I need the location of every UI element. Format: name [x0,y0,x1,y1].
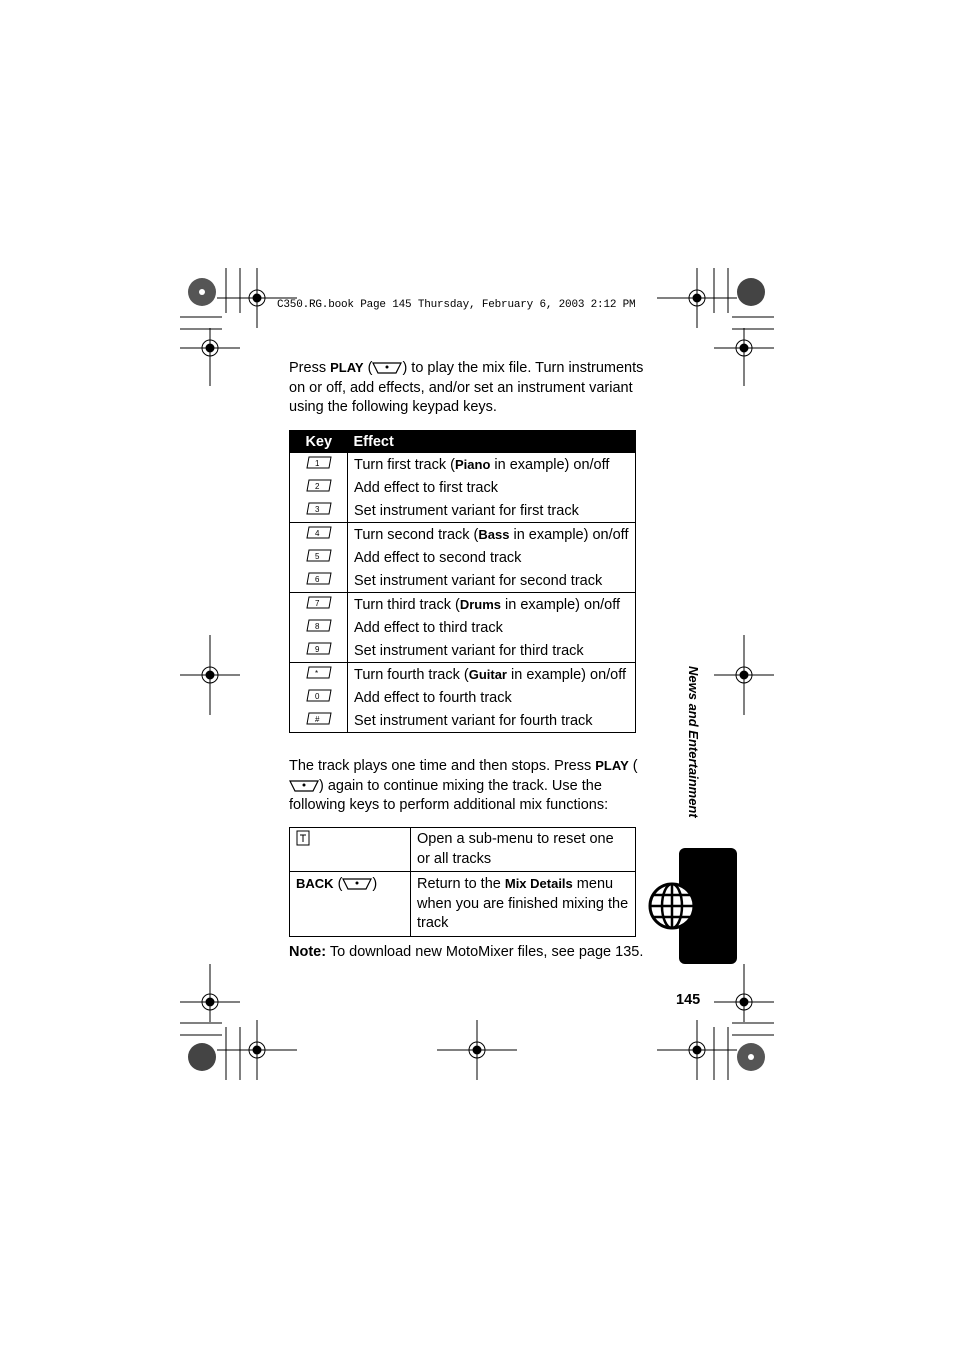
table-row [290,872,636,937]
svg-text:3: 3 [314,505,319,514]
effect-cell: Add effect to fourth track [354,689,512,706]
key-cell [290,546,348,569]
table-row [290,453,636,477]
keypad-key-icon [306,549,332,562]
back-key-cell: BACK ( ) [290,872,411,937]
keypad-key-icon [306,596,332,609]
table-row [290,616,636,639]
effect-cell: Turn first track (Piano in example) on/off [354,456,610,473]
effect-cell: Set instrument variant for second track [354,572,603,589]
key-cell [290,616,348,639]
menu-key-icon [296,830,310,846]
key-cell [290,569,348,593]
effect-cell: Add effect to third track [354,619,503,636]
svg-text:9: 9 [314,645,319,654]
effect-cell: Turn second track (Bass in example) on/off [354,526,629,543]
key-cell [290,686,348,709]
keypad-key-icon [306,502,332,515]
page-number: 145 [676,992,701,1008]
right-softkey-icon [372,361,402,374]
effect-cell: Set instrument variant for first track [354,502,579,519]
table-row [290,523,636,547]
col-header-effect: Effect [348,431,636,453]
keypad-key-icon [306,526,332,539]
keypad-key-icon [306,479,332,492]
keypad-key-icon [306,619,332,632]
col-header-key: Key [290,431,348,453]
svg-text:4: 4 [314,529,319,538]
table-row [290,476,636,499]
svg-text:0: 0 [314,692,319,701]
mix-paragraph: The track plays one time and then stops. Press PLAY () again to continue mixing the track. Use the following keys to perform additional mix functions: [289,758,638,813]
print-header: C350.RG.book Page 145 Thursday, February 6, 2003 2:12 PM [277,299,636,311]
keypad-key-icon [306,666,332,679]
note: Note: To download new MotoMixer files, see page 135. [289,944,644,960]
keypad-key-icon [306,712,332,725]
effect-cell: Add effect to first track [354,479,498,496]
table-row [290,663,636,687]
keypad-key-icon [306,689,332,702]
key-cell [290,709,348,733]
key-cell [290,453,348,477]
effect-cell: Set instrument variant for third track [354,642,584,659]
menu-key-desc: Open a sub-menu to reset one or all tracks [411,828,636,872]
table-row [290,639,636,663]
keypad-key-icon [306,456,332,469]
svg-text:5: 5 [314,552,319,561]
key-cell [290,593,348,617]
svg-text:1: 1 [314,459,319,468]
globe-icon [648,882,696,930]
menu-key-cell [290,828,411,872]
keypad-table [289,430,636,733]
table-row [290,569,636,593]
svg-text:2: 2 [314,482,319,491]
key-cell [290,499,348,523]
intro-paragraph: Press PLAY ( ) to play the mix file. Turn instruments on or off, add effects, and/or set an instrument variant using the following keypad keys. [289,360,644,415]
keypad-key-icon [306,572,332,585]
table-row [290,828,636,872]
section-side-label: News and Entertainment [686,666,701,818]
effect-cell: Add effect to second track [354,549,522,566]
table-row [290,593,636,617]
key-cell [290,523,348,547]
svg-text:7: 7 [314,599,319,608]
effect-cell: Turn third track (Drums in example) on/off [354,596,621,613]
right-softkey-icon [289,779,319,792]
table-row [290,709,636,733]
keypad-key-icon [306,642,332,655]
table-row [290,686,636,709]
play-softkey-label: PLAY [595,758,629,773]
play-softkey-label: PLAY [330,360,364,375]
key-cell [290,639,348,663]
mix-functions-table [289,827,636,937]
svg-text:*: * [314,669,318,678]
key-cell [290,663,348,687]
left-softkey-icon [342,877,372,890]
effect-cell: Set instrument variant for fourth track [354,712,593,729]
key-cell [290,476,348,499]
svg-text:6: 6 [314,575,319,584]
back-key-desc: Return to the Mix Details menu when you are finished mixing the track [411,872,636,937]
effect-cell: Turn fourth track (Guitar in example) on/off [354,666,627,683]
svg-text:#: # [314,715,319,724]
table-row [290,499,636,523]
svg-text:8: 8 [314,622,319,631]
table-row [290,546,636,569]
